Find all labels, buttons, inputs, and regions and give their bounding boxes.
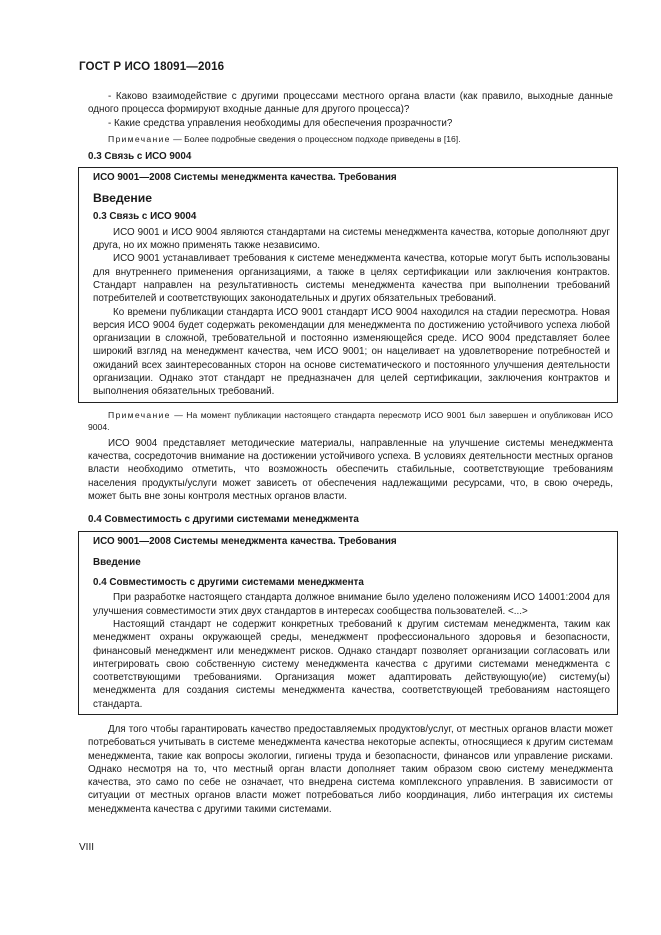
bullet-item: - Каково взаимодействие с другими процессами местного органа власти (как правило, выходные данные одного процесса формируют входные данные для другого процесса)? [88,91,613,116]
quote-box-intro-heading: Введение [93,191,153,206]
body-paragraph: Для того чтобы гарантировать качество предоставляемых продуктов/услуг, от местных органов власти может потребоваться учитывать в системе менеджмента качества некоторые аспекты, относящиеся к другим системам менеджмента, такие как вопросы экологии, гигиены труда и безопасности, финансов или управление рисками. Однако несмотря на то, что местный орган власти дополняет таким образом свою систему менеджмента качества, это само по себе не означает, что внедрена система комплексного управления. В зависимости от ситуации от местных органов власти может потребоваться либо координация, либо интеграция их системы менеджмента качества с другими такими системами. [88,723,613,815]
quote-paragraph: Ко времени публикации стандарта ИСО 9001 стандарт ИСО 9004 находился на стадии пересмотра. Новая версия ИСО 9004 будет содержать рекомендации для менеджмента по достижению устойчивого успеха любой организации в сложной, требовательной и постоянно изменяющейся среде. ИСО 9004 представляет более широкий взгляд на менеджмент качества, чем ИСО 9001; он нацеливает на удовлетворение потребностей и ожиданий всех заинтересованных сторон на основе систематического и постоянного улучшения деятельности организации. Однако этот стандарт не предназначен для целей сертификации, заключения контрактов и выполнения обязательных требований. [93,306,610,398]
quote-paragraph: ИСО 9001 устанавливает требования к системе менеджмента качества, которые могут быть использованы для внутреннего применения организациями, а также в целях сертификации или заключения контрактов. Стандарт направлен на результативность системы менеджмента качества при выполнении требований потребителей и соответствующих законодательных и других обязательных требований. [93,253,610,305]
note-text: — Более подробные сведения о процессном подходе приведены в [16]. [170,133,461,144]
section-heading: 0.3 Связь с ИСО 9004 [88,150,192,162]
quote-box-subheading: 0.3 Связь с ИСО 9004 [93,211,197,223]
quote-box [78,167,618,402]
quote-box-title: ИСО 9001—2008 Системы менеджмента качества. Требования [93,172,397,184]
note-label: Примечание [108,409,171,420]
document-header: ГОСТ Р ИСО 18091—2016 [79,60,225,73]
note [88,409,613,433]
quote-box-intro-heading: Введение [93,556,141,568]
bullet-item: - Какие средства управления необходимы для обеспечения прозрачности? [108,117,453,129]
quote-box [78,531,618,715]
note-label: Примечание [108,133,171,144]
section-heading: 0.4 Совместимость с другими системами менеджмента [88,514,359,526]
quote-box-subheading: 0.4 Совместимость с другими системами менеджмента [93,577,364,589]
quote-paragraph: ИСО 9001 и ИСО 9004 являются стандартами на системы менеджмента качества, которые дополняют друг друга, но их можно применять также независимо. [93,226,610,252]
page-body [88,90,613,816]
page-number: VIII [79,842,95,853]
note-text: — На момент публикации настоящего стандарта пересмотр ИСО 9001 был завершен и опубликован ИСО 9004. [88,409,613,432]
note [88,133,613,145]
quote-paragraph: Настоящий стандарт не содержит конкретных требований к другим системам менеджмента, таким как менеджмент охраны окружающей среды, менеджмент профессионального здоровья и безопасности, финансовый менеджмент или менеджмент рисков. Однако стандарт позволяет организации согласовать или интегрировать свою собственную систему менеджмента качества с другими системами менеджмента с соответствующими требованиями. Организация может адаптировать действующую(ие) систему(ы) менеджмента для создания системы менеджмента качества, соответствующей требованиям настоящего стандарта. [93,618,610,710]
quote-box-title: ИСО 9001—2008 Системы менеджмента качества. Требования [93,536,397,548]
body-paragraph: ИСО 9004 представляет методические материалы, направленные на улучшение системы менеджмента качества, сосредоточив внимание на достижении устойчивого успеха. В условиях деятельности местных органов власти необходимо отметить, что возможность обеспечить стабильные, соответствующие требованиям населения продукты/услуги может зависеть от обеспечения надлежащими ресурсами, что, в свою очередь, может быть вне зоны контроля местных органов власти. [88,437,613,502]
quote-paragraph: При разработке настоящего стандарта должное внимание было уделено положениям ИСО 14001:2004 для улучшения совместимости этих двух стандартов в интересах сообщества пользователей. <...> [93,592,610,617]
